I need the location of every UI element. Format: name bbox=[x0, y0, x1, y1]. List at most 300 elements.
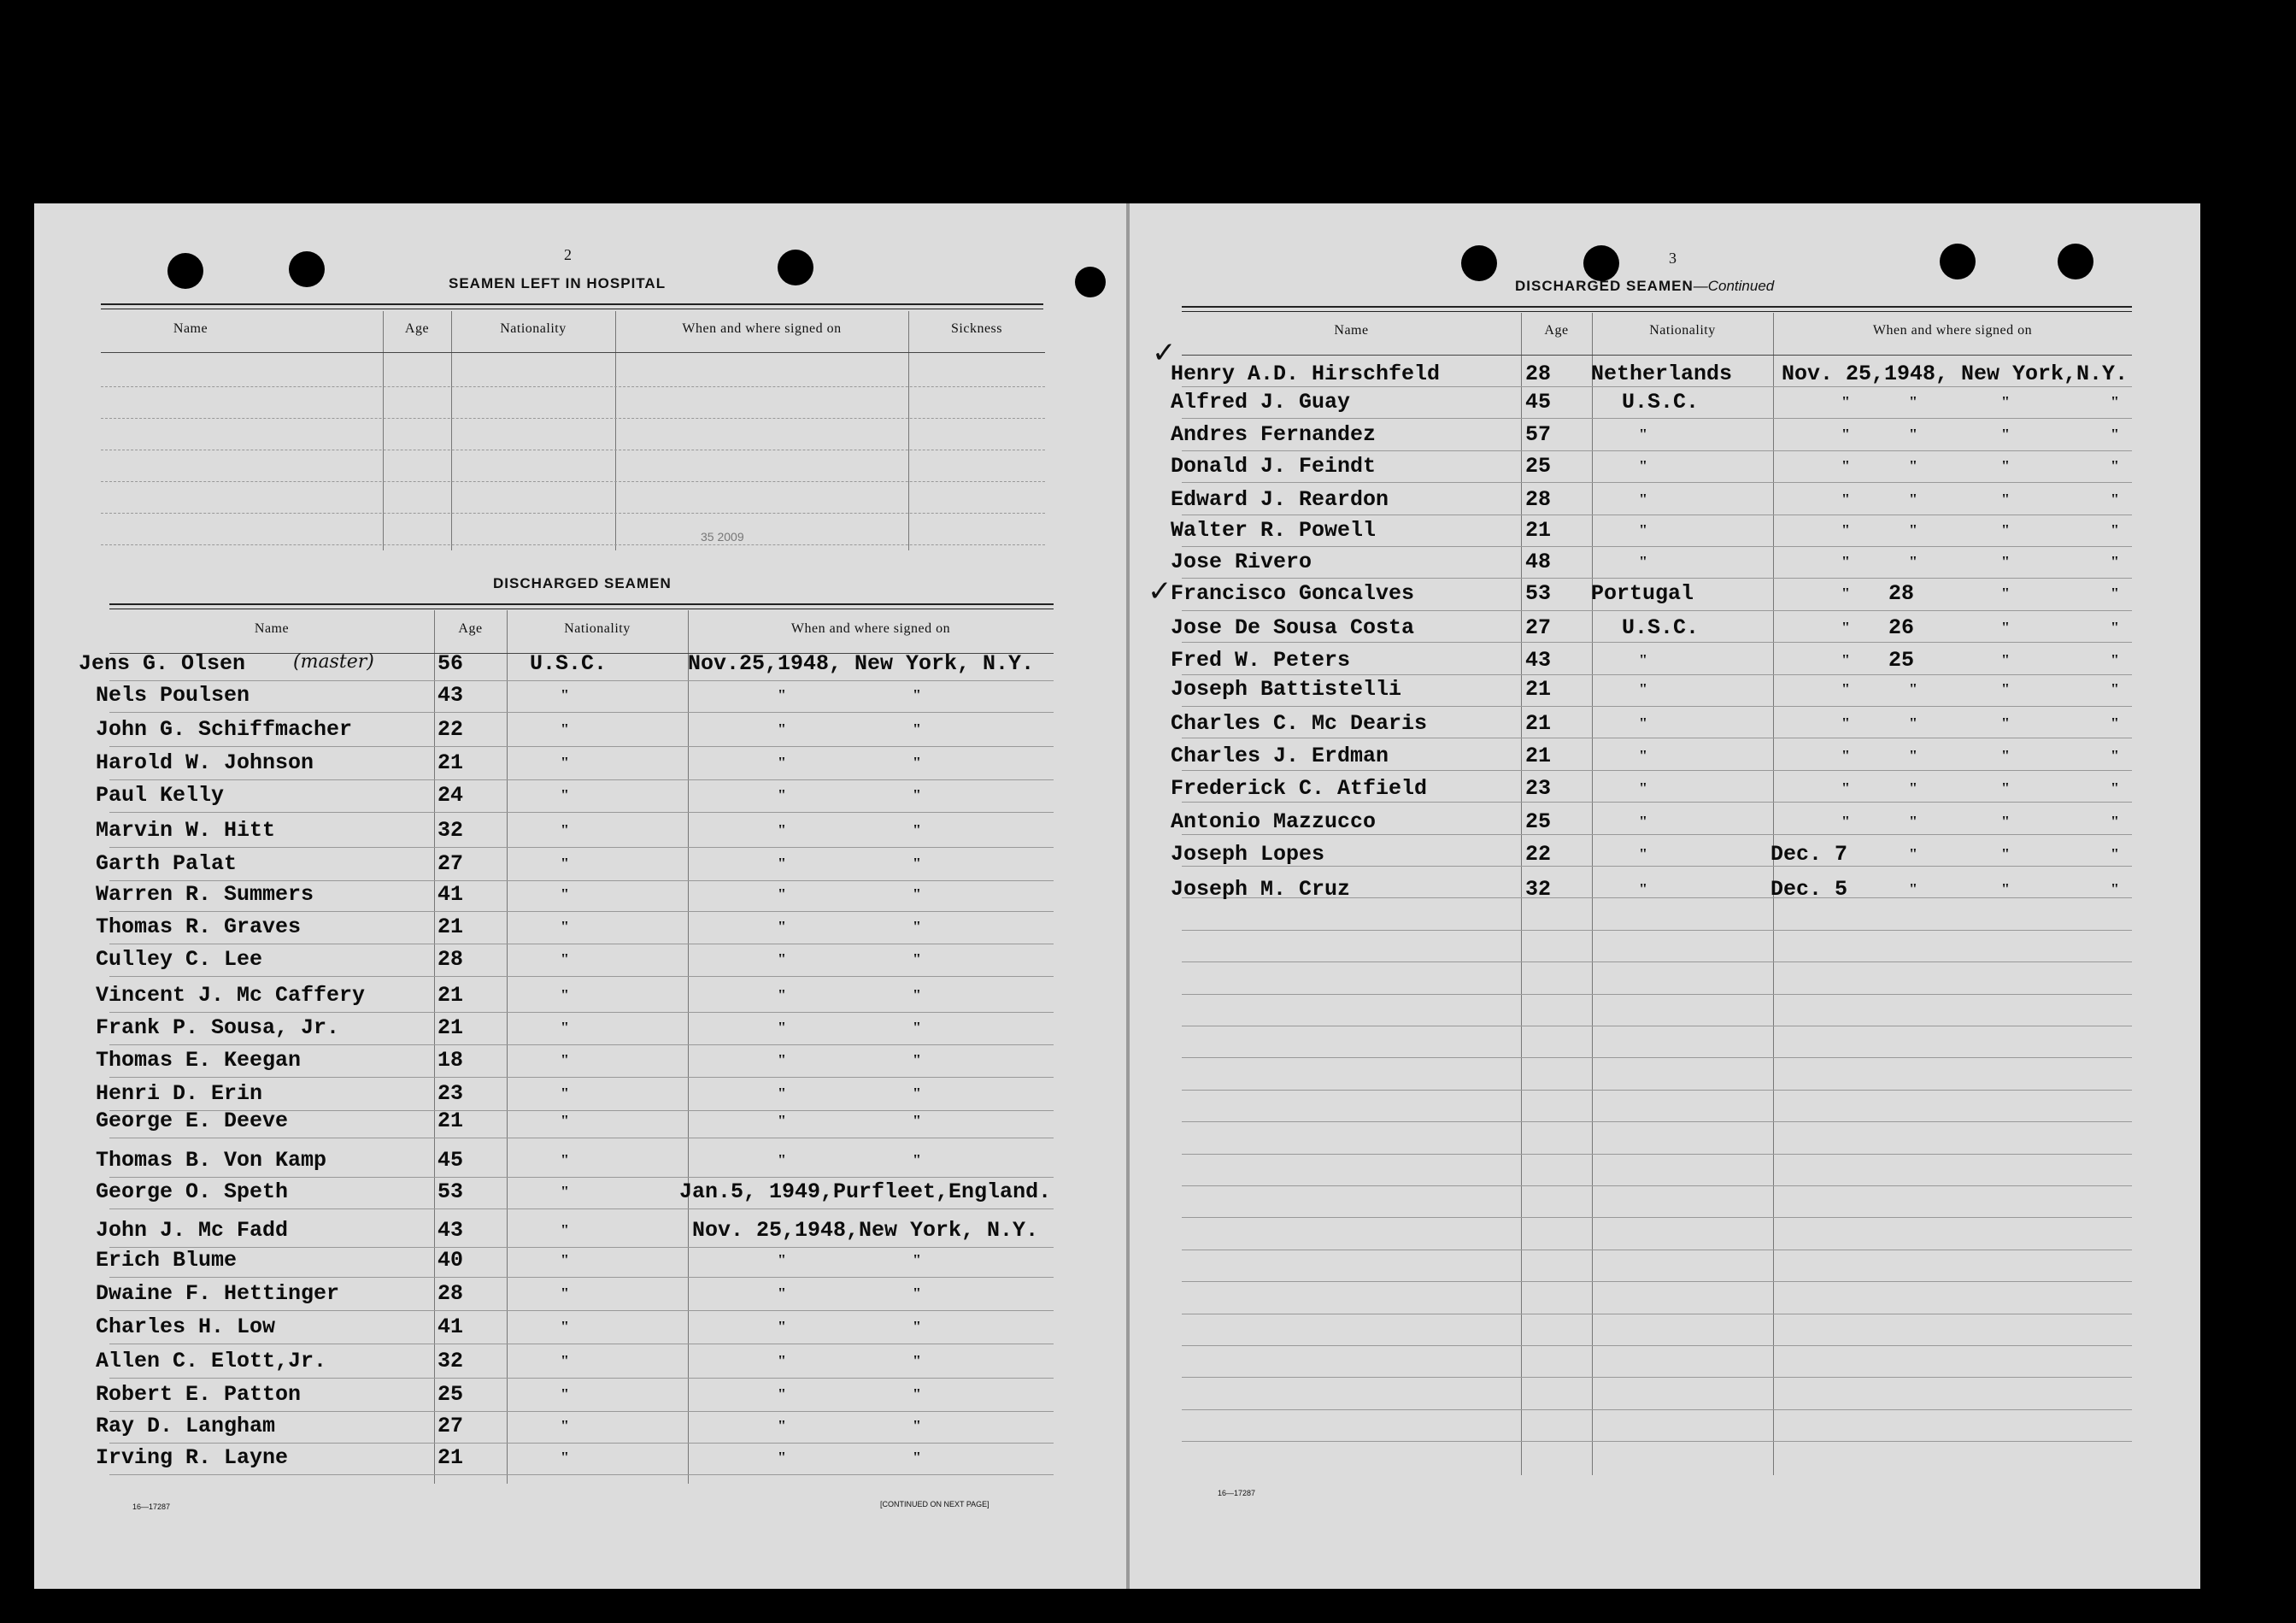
table-row-line bbox=[109, 812, 1054, 813]
seaman-age: 22 bbox=[1525, 842, 1552, 867]
seaman-age: 56 bbox=[437, 651, 464, 676]
table-row-line bbox=[1182, 418, 2132, 419]
title-text: DISCHARGED SEAMEN bbox=[1515, 278, 1694, 294]
table-row-line bbox=[101, 450, 1045, 451]
ditto-mark: " bbox=[2111, 491, 2119, 508]
ditto-mark: " bbox=[1909, 521, 1917, 538]
punch-hole bbox=[2058, 244, 2093, 279]
seaman-age: 43 bbox=[437, 683, 464, 708]
seaman-age: 43 bbox=[437, 1218, 464, 1243]
ditto-mark: " bbox=[1639, 747, 1647, 764]
seaman-name: Andres Fernandez bbox=[1171, 422, 1377, 447]
ditto-mark: " bbox=[561, 754, 569, 771]
seaman-name: John G. Schiffmacher bbox=[96, 717, 353, 742]
discharged-column-header: Age bbox=[1544, 323, 1569, 338]
signed-on: Nov. 25,1948, New York,N.Y. bbox=[1782, 362, 2129, 386]
ditto-mark: " bbox=[1909, 457, 1917, 474]
table-row-line bbox=[1182, 1121, 2132, 1122]
ditto-mark: " bbox=[2001, 714, 2010, 732]
ditto-mark: " bbox=[778, 1151, 786, 1168]
discharged-column-header: Name bbox=[1334, 323, 1369, 338]
seaman-name: Thomas R. Graves bbox=[96, 914, 302, 939]
seaman-age: 40 bbox=[437, 1248, 464, 1273]
form-number: 16—17287 bbox=[1218, 1489, 1256, 1497]
ditto-mark: " bbox=[2111, 813, 2119, 830]
ditto-mark: " bbox=[561, 1352, 569, 1369]
column-divider bbox=[507, 610, 508, 1484]
seaman-nationality: U.S.C. bbox=[1622, 615, 1700, 640]
ditto-mark: " bbox=[561, 1318, 569, 1335]
ditto-mark: " bbox=[1639, 813, 1647, 830]
signed-on-month-day: Dec. 7 bbox=[1770, 842, 1848, 867]
ditto-mark: " bbox=[2111, 747, 2119, 764]
ditto-mark: " bbox=[778, 686, 786, 703]
seaman-name: Charles H. Low bbox=[96, 1314, 276, 1339]
seaman-age: 22 bbox=[437, 717, 464, 742]
ditto-mark: " bbox=[1841, 680, 1850, 697]
seaman-age: 18 bbox=[437, 1048, 464, 1073]
ditto-mark: " bbox=[1909, 747, 1917, 764]
column-divider bbox=[1521, 313, 1522, 1475]
seaman-name: Joseph M. Cruz bbox=[1171, 877, 1351, 902]
ditto-mark: " bbox=[1841, 651, 1850, 668]
seaman-name: Erich Blume bbox=[96, 1248, 238, 1273]
ditto-mark: " bbox=[1639, 714, 1647, 732]
page-number: 2 bbox=[564, 246, 572, 263]
ditto-mark: " bbox=[2001, 426, 2010, 443]
table-row-line bbox=[109, 911, 1054, 912]
seaman-age: 41 bbox=[437, 882, 464, 907]
ditto-mark: " bbox=[778, 1019, 786, 1036]
ditto-mark: " bbox=[2111, 553, 2119, 570]
punch-hole bbox=[778, 250, 813, 285]
table-row-line bbox=[109, 1208, 1054, 1209]
ditto-mark: " bbox=[561, 720, 569, 738]
ditto-mark: " bbox=[1841, 585, 1850, 602]
continued-note: [CONTINUED ON NEXT PAGE] bbox=[880, 1500, 989, 1508]
ditto-mark: " bbox=[561, 686, 569, 703]
table-row-line bbox=[109, 712, 1054, 713]
table-row-line bbox=[109, 976, 1054, 977]
table-row-line bbox=[109, 1378, 1054, 1379]
seaman-name: Irving R. Layne bbox=[96, 1445, 289, 1470]
seaman-nationality: Portugal bbox=[1591, 581, 1694, 606]
signed-on-day: 28 bbox=[1888, 581, 1915, 606]
seaman-name: George O. Speth bbox=[96, 1179, 289, 1204]
ditto-mark: " bbox=[2001, 457, 2010, 474]
ditto-mark: " bbox=[2001, 880, 2010, 897]
table-row-line bbox=[1182, 674, 2132, 675]
double-rule bbox=[1182, 306, 2132, 308]
ditto-mark: " bbox=[778, 885, 786, 903]
seaman-name: Warren R. Summers bbox=[96, 882, 314, 907]
seaman-age: 32 bbox=[437, 818, 464, 843]
ditto-mark: " bbox=[1639, 426, 1647, 443]
ditto-mark: " bbox=[561, 855, 569, 872]
ditto-mark: " bbox=[561, 1449, 569, 1466]
column-divider bbox=[434, 610, 435, 1484]
seaman-age: 21 bbox=[437, 983, 464, 1008]
ditto-mark: " bbox=[778, 1051, 786, 1068]
seaman-age: 21 bbox=[1525, 744, 1552, 768]
table-row-line bbox=[109, 1474, 1054, 1475]
table-row-line bbox=[1182, 1057, 2132, 1058]
discharged-column-header: Nationality bbox=[1649, 323, 1716, 338]
seaman-age: 21 bbox=[437, 1445, 464, 1470]
seaman-age: 24 bbox=[437, 783, 464, 808]
ditto-mark: " bbox=[2111, 845, 2119, 862]
seaman-age: 28 bbox=[437, 947, 464, 972]
ditto-mark: " bbox=[2111, 619, 2119, 636]
discharged-column-header: Name bbox=[254, 621, 290, 636]
column-divider bbox=[688, 610, 689, 1484]
ditto-mark: " bbox=[778, 1417, 786, 1434]
seaman-age: 25 bbox=[1525, 809, 1552, 834]
ditto-mark: " bbox=[1841, 393, 1850, 410]
hospital-column-header: Name bbox=[173, 321, 208, 336]
ditto-mark: " bbox=[1639, 457, 1647, 474]
seaman-name: Henri D. Erin bbox=[96, 1081, 263, 1106]
seaman-name: Donald J. Feindt bbox=[1171, 454, 1377, 479]
seaman-age: 41 bbox=[437, 1314, 464, 1339]
table-row-line bbox=[101, 418, 1045, 420]
seaman-name: Vincent J. Mc Caffery bbox=[96, 983, 366, 1008]
seaman-age: 21 bbox=[1525, 711, 1552, 736]
ditto-mark: " bbox=[913, 1318, 921, 1335]
seaman-age: 53 bbox=[437, 1179, 464, 1204]
ditto-mark: " bbox=[2111, 457, 2119, 474]
ditto-mark: " bbox=[913, 918, 921, 935]
ditto-mark: " bbox=[561, 1019, 569, 1036]
double-rule bbox=[1182, 311, 2132, 312]
table-row-line bbox=[1182, 482, 2132, 483]
table-row-line bbox=[101, 544, 1045, 546]
signed-on-month-day: Dec. 5 bbox=[1770, 877, 1848, 902]
signed-on-day: 26 bbox=[1888, 615, 1915, 640]
table-row-line bbox=[1182, 994, 2132, 995]
seaman-name: Frederick C. Atfield bbox=[1171, 776, 1428, 801]
ditto-mark: " bbox=[913, 1251, 921, 1268]
ditto-mark: " bbox=[1841, 553, 1850, 570]
seaman-age: 23 bbox=[1525, 776, 1552, 801]
ditto-mark: " bbox=[1909, 393, 1917, 410]
seaman-age: 53 bbox=[1525, 581, 1552, 606]
column-divider bbox=[451, 311, 452, 550]
ditto-mark: " bbox=[2001, 619, 2010, 636]
discharged-column-header: When and where signed on bbox=[790, 621, 951, 636]
seaman-name: Harold W. Johnson bbox=[96, 750, 314, 775]
ditto-mark: " bbox=[1639, 553, 1647, 570]
hospital-column-header: Age bbox=[404, 321, 430, 336]
ditto-mark: " bbox=[2111, 521, 2119, 538]
seaman-age: 21 bbox=[437, 1015, 464, 1040]
table-row-line bbox=[1182, 450, 2132, 451]
ditto-mark: " bbox=[913, 1449, 921, 1466]
ditto-mark: " bbox=[1841, 491, 1850, 508]
table-row-line bbox=[109, 1247, 1054, 1248]
ditto-mark: " bbox=[1909, 714, 1917, 732]
seaman-name: Charles C. Mc Dearis bbox=[1171, 711, 1428, 736]
seaman-name: Fred W. Peters bbox=[1171, 648, 1351, 673]
ditto-mark: " bbox=[2111, 714, 2119, 732]
ditto-mark: " bbox=[1909, 426, 1917, 443]
title-suffix: —Continued bbox=[1693, 278, 1775, 294]
table-row-line bbox=[1182, 642, 2132, 643]
ditto-mark: " bbox=[2001, 651, 2010, 668]
table-row-line bbox=[101, 481, 1045, 483]
seaman-name: Edward J. Reardon bbox=[1171, 487, 1389, 512]
ditto-mark: " bbox=[561, 918, 569, 935]
ditto-mark: " bbox=[778, 720, 786, 738]
ditto-mark: " bbox=[778, 918, 786, 935]
ditto-mark: " bbox=[778, 1285, 786, 1302]
seaman-age: 43 bbox=[1525, 648, 1552, 673]
ditto-mark: " bbox=[913, 885, 921, 903]
table-row-line bbox=[1182, 1345, 2132, 1346]
seaman-age: 27 bbox=[437, 1414, 464, 1438]
ditto-mark: " bbox=[2111, 393, 2119, 410]
table-row-line bbox=[1182, 1409, 2132, 1410]
table-row-line bbox=[101, 386, 1045, 388]
seaman-name: Henry A.D. Hirschfeld bbox=[1171, 362, 1441, 386]
signed-on-day: 25 bbox=[1888, 648, 1915, 673]
crew-list-sheet bbox=[34, 203, 2200, 1589]
hospital-column-header: Sickness bbox=[951, 321, 1002, 336]
ditto-mark: " bbox=[778, 950, 786, 967]
seaman-age: 25 bbox=[1525, 454, 1552, 479]
seaman-age: 21 bbox=[1525, 518, 1552, 543]
discharged-column-header: Nationality bbox=[564, 621, 631, 636]
punch-hole bbox=[1461, 245, 1497, 281]
seaman-name: Garth Palat bbox=[96, 851, 238, 876]
hospital-column-header: When and where signed on bbox=[682, 321, 842, 336]
seaman-name: Nels Poulsen bbox=[96, 683, 250, 708]
seaman-name: Paul Kelly bbox=[96, 783, 225, 808]
ditto-mark: " bbox=[561, 1112, 569, 1129]
ditto-mark: " bbox=[1639, 880, 1647, 897]
ditto-mark: " bbox=[913, 720, 921, 738]
ditto-mark: " bbox=[561, 1051, 569, 1068]
ditto-mark: " bbox=[1909, 880, 1917, 897]
table-row-line bbox=[1182, 578, 2132, 579]
ditto-mark: " bbox=[2001, 393, 2010, 410]
table-row-line bbox=[1182, 961, 2132, 962]
ditto-mark: " bbox=[913, 786, 921, 803]
seaman-name: Ray D. Langham bbox=[96, 1414, 276, 1438]
header-rule bbox=[101, 352, 1045, 353]
table-row-line bbox=[109, 880, 1054, 881]
ditto-mark: " bbox=[1841, 521, 1850, 538]
ditto-mark: " bbox=[561, 786, 569, 803]
ditto-mark: " bbox=[2001, 585, 2010, 602]
seaman-age: 48 bbox=[1525, 550, 1552, 574]
ditto-mark: " bbox=[2001, 553, 2010, 570]
ditto-mark: " bbox=[561, 1285, 569, 1302]
ditto-mark: " bbox=[561, 1183, 569, 1200]
seaman-age: 32 bbox=[1525, 877, 1552, 902]
ditto-mark: " bbox=[778, 855, 786, 872]
column-divider bbox=[383, 311, 384, 550]
hospital-column-header: Nationality bbox=[500, 321, 567, 336]
table-row-line bbox=[109, 1044, 1054, 1045]
faint-marks: 35 2009 bbox=[701, 530, 744, 544]
ditto-mark: " bbox=[913, 1051, 921, 1068]
seaman-name: Thomas E. Keegan bbox=[96, 1048, 302, 1073]
punch-hole bbox=[289, 251, 325, 287]
check-mark-icon: ✓ bbox=[1152, 336, 1177, 370]
column-divider bbox=[908, 311, 909, 550]
column-divider bbox=[1592, 313, 1593, 1475]
page-fold bbox=[1126, 203, 1130, 1589]
ditto-mark: " bbox=[1841, 457, 1850, 474]
seaman-name: Antonio Mazzucco bbox=[1171, 809, 1377, 834]
table-row-line bbox=[1182, 1281, 2132, 1282]
ditto-mark: " bbox=[1909, 779, 1917, 797]
seaman-name: Jens G. Olsen bbox=[79, 651, 246, 676]
ditto-mark: " bbox=[1841, 813, 1850, 830]
ditto-mark: " bbox=[2001, 521, 2010, 538]
seaman-age: 21 bbox=[437, 914, 464, 939]
seaman-age: 45 bbox=[1525, 390, 1552, 415]
seaman-name: Walter R. Powell bbox=[1171, 518, 1377, 543]
table-row-line bbox=[109, 1411, 1054, 1412]
table-row-line bbox=[101, 513, 1045, 515]
punch-hole bbox=[1940, 244, 1976, 279]
table-row-line bbox=[1182, 546, 2132, 547]
seaman-name: Robert E. Patton bbox=[96, 1382, 302, 1407]
table-row-line bbox=[1182, 1377, 2132, 1378]
punch-hole bbox=[1583, 245, 1619, 281]
double-rule bbox=[101, 303, 1043, 305]
ditto-mark: " bbox=[2111, 426, 2119, 443]
ditto-mark: " bbox=[2111, 779, 2119, 797]
ditto-mark: " bbox=[778, 1449, 786, 1466]
seaman-age: 27 bbox=[437, 851, 464, 876]
ditto-mark: " bbox=[1841, 714, 1850, 732]
table-row-line bbox=[1182, 1217, 2132, 1218]
double-rule bbox=[109, 603, 1054, 605]
table-row-line bbox=[109, 680, 1054, 681]
ditto-mark: " bbox=[778, 1352, 786, 1369]
seaman-nationality: U.S.C. bbox=[1622, 390, 1700, 415]
seaman-name: George E. Deeve bbox=[96, 1108, 289, 1133]
ditto-mark: " bbox=[1841, 426, 1850, 443]
table-row-line bbox=[109, 1277, 1054, 1278]
seaman-name: Marvin W. Hitt bbox=[96, 818, 276, 843]
ditto-mark: " bbox=[913, 1151, 921, 1168]
seaman-name: Alfred J. Guay bbox=[1171, 390, 1351, 415]
ditto-mark: " bbox=[913, 1112, 921, 1129]
master-handwritten-note: (master) bbox=[293, 651, 374, 673]
ditto-mark: " bbox=[778, 986, 786, 1003]
ditto-mark: " bbox=[561, 1417, 569, 1434]
table-row-line bbox=[1182, 1154, 2132, 1155]
table-row-line bbox=[1182, 1090, 2132, 1091]
ditto-mark: " bbox=[1639, 680, 1647, 697]
table-row-line bbox=[109, 1077, 1054, 1078]
seaman-name: John J. Mc Fadd bbox=[96, 1218, 289, 1243]
ditto-mark: " bbox=[1639, 845, 1647, 862]
seaman-age: 21 bbox=[437, 1108, 464, 1133]
ditto-mark: " bbox=[913, 1352, 921, 1369]
column-divider bbox=[615, 311, 616, 550]
table-row-line bbox=[1182, 930, 2132, 931]
seaman-name: Allen C. Elott,Jr. bbox=[96, 1349, 327, 1373]
form-number: 16—17287 bbox=[132, 1502, 171, 1511]
ditto-mark: " bbox=[2001, 680, 2010, 697]
ditto-mark: " bbox=[1909, 813, 1917, 830]
punch-hole bbox=[1075, 267, 1106, 297]
ditto-mark: " bbox=[913, 1019, 921, 1036]
table-row-line bbox=[109, 779, 1054, 780]
ditto-mark: " bbox=[2111, 680, 2119, 697]
ditto-mark: " bbox=[913, 1285, 921, 1302]
seaman-age: 25 bbox=[437, 1382, 464, 1407]
page-number: 3 bbox=[1669, 250, 1676, 267]
ditto-mark: " bbox=[913, 1417, 921, 1434]
ditto-mark: " bbox=[913, 1085, 921, 1102]
seaman-name: Thomas B. Von Kamp bbox=[96, 1148, 327, 1173]
ditto-mark: " bbox=[913, 1385, 921, 1402]
ditto-mark: " bbox=[778, 1085, 786, 1102]
ditto-mark: " bbox=[778, 821, 786, 838]
ditto-mark: " bbox=[2001, 779, 2010, 797]
signed-on: Nov. 25,1948,New York, N.Y. bbox=[692, 1218, 1039, 1243]
seaman-name: Jose De Sousa Costa bbox=[1171, 615, 1415, 640]
ditto-mark: " bbox=[1639, 651, 1647, 668]
ditto-mark: " bbox=[561, 1221, 569, 1238]
ditto-mark: " bbox=[561, 1085, 569, 1102]
ditto-mark: " bbox=[561, 1385, 569, 1402]
table-row-line bbox=[1182, 1185, 2132, 1186]
table-row-line bbox=[109, 1443, 1054, 1444]
punch-hole bbox=[167, 253, 203, 289]
ditto-mark: " bbox=[561, 1151, 569, 1168]
ditto-mark: " bbox=[778, 1318, 786, 1335]
header-rule bbox=[1182, 355, 2132, 356]
seaman-name: Francisco Goncalves bbox=[1171, 581, 1415, 606]
table-row-line bbox=[1182, 706, 2132, 707]
hospital-section-title: SEAMEN LEFT IN HOSPITAL bbox=[449, 275, 666, 291]
ditto-mark: " bbox=[2111, 880, 2119, 897]
ditto-mark: " bbox=[778, 754, 786, 771]
seaman-name: Joseph Lopes bbox=[1171, 842, 1325, 867]
signed-on: Jan.5, 1949,Purfleet,England. bbox=[679, 1179, 1052, 1204]
ditto-mark: " bbox=[2111, 585, 2119, 602]
ditto-mark: " bbox=[913, 821, 921, 838]
ditto-mark: " bbox=[913, 950, 921, 967]
ditto-mark: " bbox=[1639, 521, 1647, 538]
seaman-name: Jose Rivero bbox=[1171, 550, 1312, 574]
seaman-name: Charles J. Erdman bbox=[1171, 744, 1389, 768]
signed-on: Nov.25,1948, New York, N.Y. bbox=[688, 651, 1035, 676]
ditto-mark: " bbox=[561, 1251, 569, 1268]
ditto-mark: " bbox=[561, 950, 569, 967]
seaman-name: Culley C. Lee bbox=[96, 947, 263, 972]
table-row-line bbox=[1182, 1441, 2132, 1442]
discharged-section-title: DISCHARGED SEAMEN bbox=[493, 575, 672, 591]
ditto-mark: " bbox=[1909, 680, 1917, 697]
ditto-mark: " bbox=[2001, 491, 2010, 508]
ditto-mark: " bbox=[913, 754, 921, 771]
ditto-mark: " bbox=[1909, 491, 1917, 508]
seaman-age: 28 bbox=[1525, 362, 1552, 386]
seaman-age: 21 bbox=[1525, 677, 1552, 702]
table-row-line bbox=[1182, 770, 2132, 771]
seaman-name: Joseph Battistelli bbox=[1171, 677, 1402, 702]
seaman-age: 28 bbox=[437, 1281, 464, 1306]
ditto-mark: " bbox=[1909, 553, 1917, 570]
